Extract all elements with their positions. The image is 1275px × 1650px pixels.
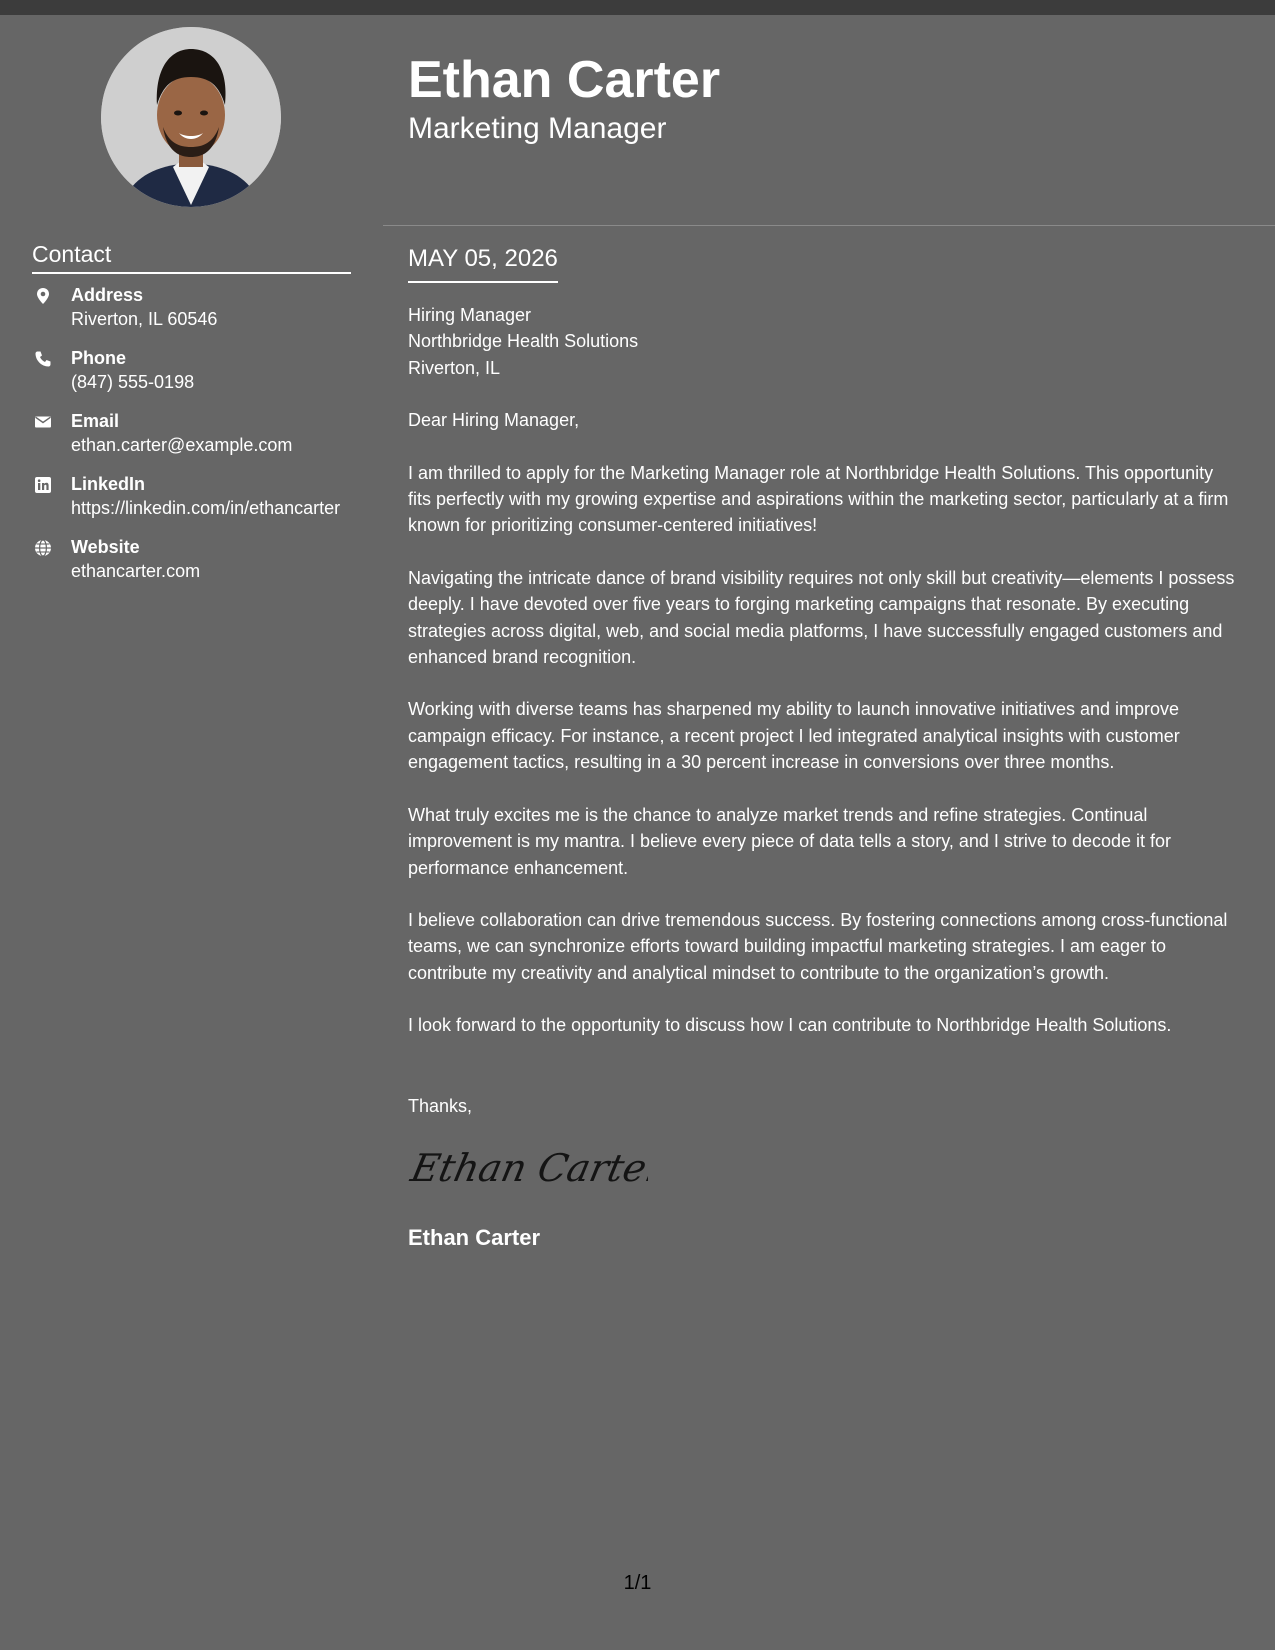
letter-paragraph: Navigating the intricate dance of brand visibility requires not only skill but creativity—elements I possess deeply. I have devoted over five years to forging marketing campaigns that resonate. By executing strategies across digital, web, and social media platforms, I have successfully engaged customers and enhanced brand recognition. <box>408 567 1235 668</box>
contact-phone <box>32 346 362 394</box>
envelope-icon <box>34 413 52 431</box>
letter-paragraph: I am thrilled to apply for the Marketing Manager role at Northbridge Health Solutions. This opportunity fits perfectly with my growing expertise and aspirations within the marketing sector, particularly at a firm known for prioritizing consumer-centered initiatives! <box>408 462 1229 536</box>
signature-text: Ethan Carter <box>408 1146 648 1191</box>
page-number: 1/1 <box>623 1572 652 1594</box>
closing: Thanks, <box>408 1095 473 1116</box>
contact-linkedin <box>32 472 362 520</box>
recipient-location: Riverton, IL <box>408 357 501 378</box>
contact-email <box>32 409 362 457</box>
phone-icon <box>34 350 52 368</box>
contact-address <box>32 283 362 331</box>
map-pin-icon <box>34 287 52 305</box>
letter-paragraph: I believe collaboration can drive tremendous success. By fostering connections among cross-functional teams, we can synchronize efforts toward building impactful marketing strategies. I am eager to contribute my creativity and analytical mindset to contribute to the organization’s growth. <box>408 909 1228 983</box>
job-title: Marketing Manager <box>408 112 667 145</box>
contact-label: LinkedIn <box>71 474 146 494</box>
contact-label: Phone <box>71 348 127 368</box>
recipient-company: Northbridge Health Solutions <box>408 331 639 352</box>
contact-value: (847) 555-0198 <box>71 372 195 392</box>
header-divider <box>383 225 1275 226</box>
contact-label: Address <box>71 285 144 305</box>
letter-body <box>408 302 1240 1252</box>
recipient-block <box>408 302 1240 381</box>
letter-date: MAY 05, 2026 <box>408 243 558 283</box>
contact-label: Website <box>71 537 140 557</box>
letter-paragraph: I look forward to the opportunity to discuss how I can contribute to Northbridge Health Solutions. <box>408 1015 1172 1036</box>
contact-value: Riverton, IL 60546 <box>71 309 218 329</box>
recipient-title: Hiring Manager <box>408 305 532 325</box>
contact-value[interactable]: https://linkedin.com/in/ethancarter <box>71 498 341 518</box>
handwritten-signature <box>408 1139 648 1195</box>
contact-label: Email <box>71 411 120 431</box>
contact-value[interactable]: ethan.carter@example.com <box>71 435 293 455</box>
contact-list <box>32 283 362 598</box>
applicant-name: Ethan Carter <box>408 51 721 109</box>
profile-photo <box>101 27 281 207</box>
salutation: Dear Hiring Manager, <box>408 410 580 431</box>
letter-paragraph: Working with diverse teams has sharpened my ability to launch innovative initiatives and improve campaign efficacy. For instance, a recent project I led integrated analytical insights with customer engagement tactics, resulting in a 30 percent increase in conversions over three months. <box>408 699 1180 773</box>
letter-paragraph: What truly excites me is the chance to analyze market trends and refine strategies. Continual improvement is my mantra. I believe every piece of data tells a story, and I strive to decode it for performance enhancement. <box>408 804 1172 878</box>
contact-value[interactable]: ethancarter.com <box>71 561 201 581</box>
signed-name: Ethan Carter <box>408 1225 541 1251</box>
linkedin-icon <box>34 476 52 494</box>
top-bar <box>0 0 1275 15</box>
contact-heading: Contact <box>32 239 351 274</box>
contact-website <box>32 535 362 583</box>
globe-icon <box>34 539 52 557</box>
portrait-illustration <box>101 27 281 207</box>
